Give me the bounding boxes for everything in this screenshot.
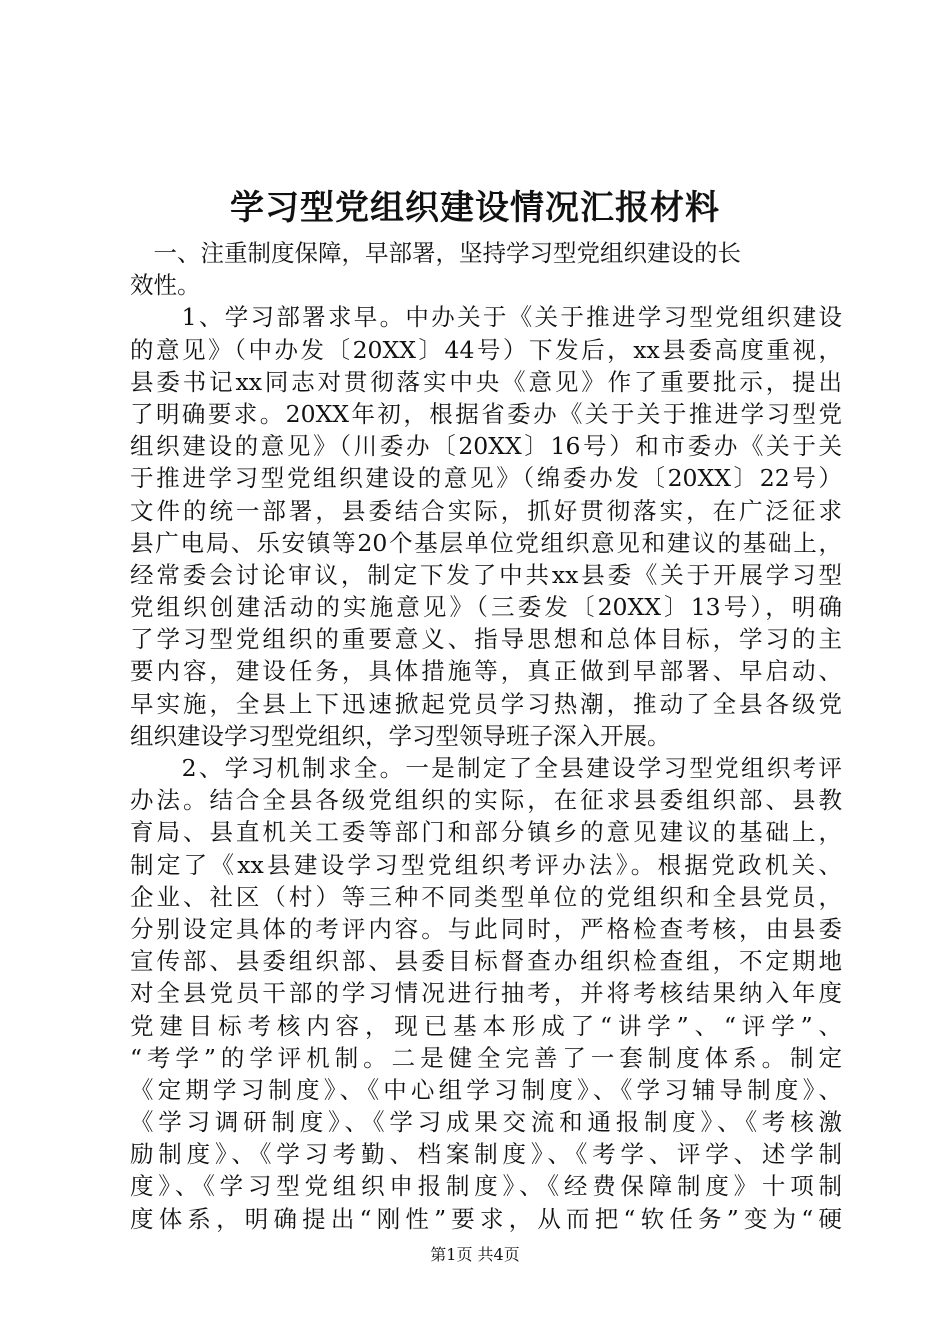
text-line: 《学习调研制度》、《学习成果交流和通报制度》、《考核激 (130, 1108, 842, 1137)
page-footer: 第1页 共4页 (430, 1245, 520, 1264)
text-line: 企业、社区（村）等三种不同类型单位的党组织和全县党员， (130, 882, 842, 911)
text-line: 要内容，建设任务，具体措施等，真正做到早部署、早启动、 (130, 657, 842, 686)
text-line: 文件的统一部署，县委结合实际，抓好贯彻落实，在广泛征求 (130, 496, 842, 525)
text-line: 党建目标考核内容，现已基本形成了“讲学”、“评学”、 (130, 1011, 842, 1040)
text-line: 了学习型党组织的重要意义、指导思想和总体目标，学习的主 (130, 625, 842, 654)
text-line: 2、学习机制求全。一是制定了全县建设学习型党组织考评 (130, 754, 842, 782)
text-line: 制定了《xx县建设学习型党组织考评办法》。根据党政机关、 (130, 850, 842, 879)
text-line: 了明确要求。20XX年初，根据省委办《关于关于推进学习型党 (130, 399, 842, 428)
document-body (130, 237, 842, 1235)
text-line: 组织建设的意见》（川委办〔20XX〕16号）和市委办《关于关 (130, 432, 842, 461)
text-line: 党组织创建活动的实施意见》（三委发〔20XX〕13号），明确 (130, 593, 842, 622)
text-line: “考学”的学评机制。二是健全完善了一套制度体系。制定 (130, 1043, 842, 1072)
text-line: 励制度》、《学习考勤、档案制度》、《考学、评学、述学制 (130, 1140, 842, 1169)
text-line: 组织建设学习型党组织，学习型领导班子深入开展。 (130, 721, 671, 750)
text-line: 分别设定具体的考评内容。与此同时，严格检查考核，由县委 (130, 914, 842, 943)
text-line: 效性。 (130, 271, 201, 300)
text-line: 一、注重制度保障，早部署，坚持学习型党组织建设的长 (130, 239, 741, 267)
text-line: 《定期学习制度》、《中心组学习制度》、《学习辅导制度》、 (130, 1075, 842, 1104)
text-line: 育局、县直机关工委等部门和部分镇乡的意见建议的基础上， (130, 818, 842, 847)
text-line: 县委书记xx同志对贯彻落实中央《意见》作了重要批示，提出 (130, 367, 842, 396)
text-line: 1、学习部署求早。中办关于《关于推进学习型党组织建设 (130, 303, 842, 332)
text-line: 对全县党员干部的学习情况进行抽考，并将考核结果纳入年度 (130, 979, 842, 1008)
text-line: 的意见》（中办发〔20XX〕44号）下发后，xx县委高度重视， (130, 335, 842, 364)
text-line: 宣传部、县委组织部、县委目标督查办组织检查组，不定期地 (130, 947, 842, 976)
text-line: 度》、《学习型党组织申报制度》、《经费保障制度》十项制 (130, 1172, 842, 1201)
text-line: 度体系，明确提出“刚性”要求，从而把“软任务”变为“硬 (130, 1204, 842, 1233)
text-line: 早实施，全县上下迅速掀起党员学习热潮，推动了全县各级党 (130, 689, 842, 718)
document-title: 学习型党组织建设情况汇报材料 (230, 188, 720, 228)
text-line: 办法。结合全县各级党组织的实际，在征求县委组织部、县教 (130, 786, 842, 815)
text-line: 于推进学习型党组织建设的意见》（绵委办发〔20XX〕22号） (130, 464, 842, 493)
text-line: 县广电局、乐安镇等20个基层单位党组织意见和建议的基础上， (130, 528, 842, 557)
text-line: 经常委会讨论审议，制定下发了中共xx县委《关于开展学习型 (130, 560, 842, 589)
